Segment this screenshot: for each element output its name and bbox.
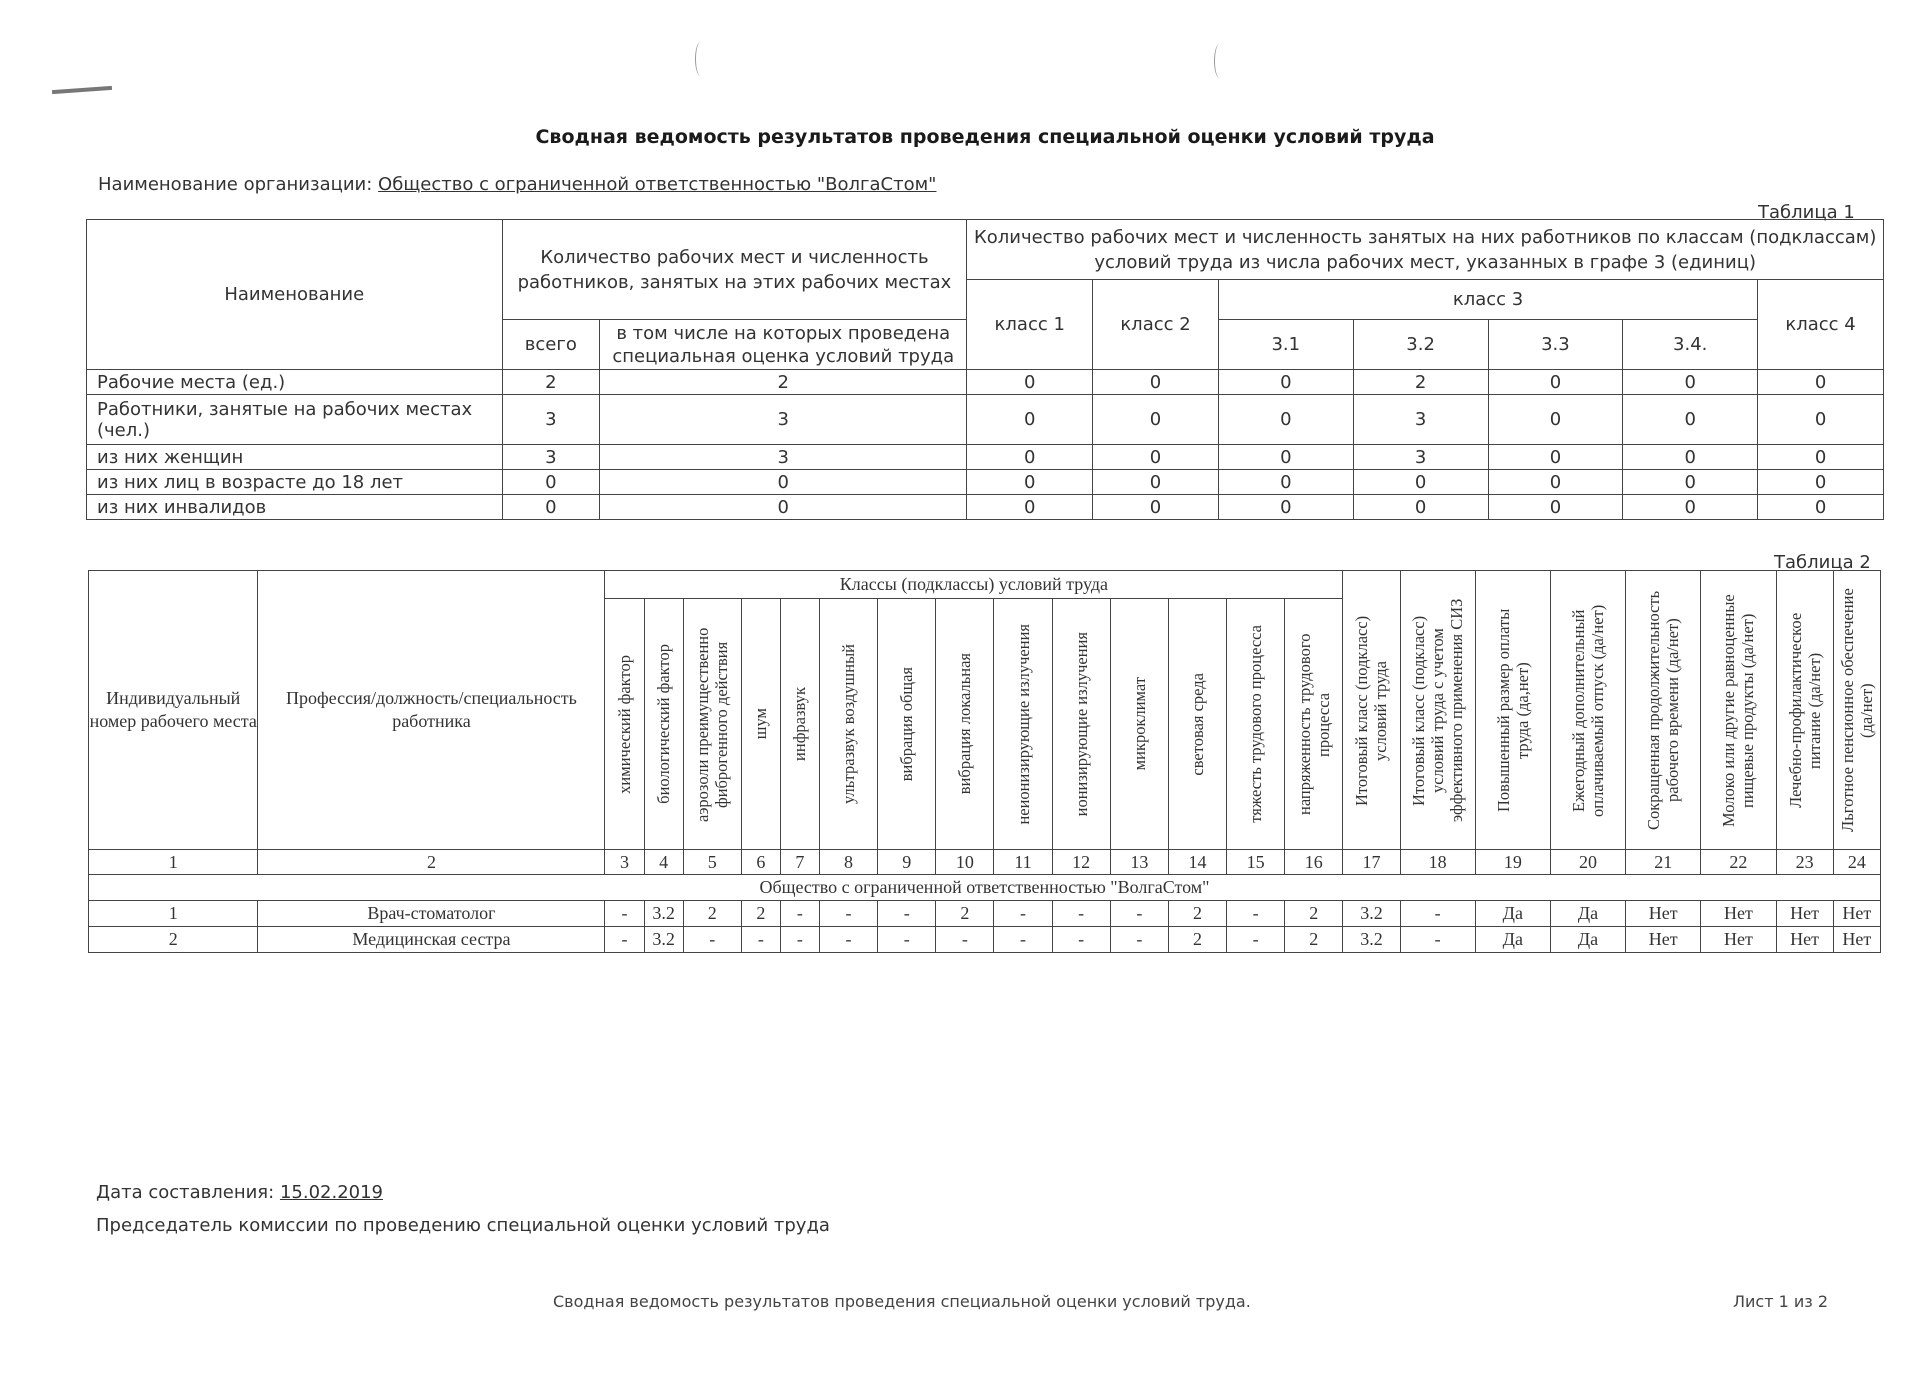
- cell-value: 0: [1093, 470, 1219, 495]
- header-extra-leave: Ежегодный дополнительный оплачиваемый отпуск (да/нет): [1550, 571, 1625, 850]
- cell-value: Нет: [1776, 927, 1833, 953]
- cell-value: Нет: [1701, 901, 1776, 927]
- cell-value: 3: [600, 445, 967, 470]
- cell-value: -: [819, 927, 877, 953]
- profession-cell: Медицинская сестра: [258, 927, 605, 953]
- column-number: 20: [1550, 850, 1625, 875]
- header-3-4: 3.4.: [1623, 320, 1758, 370]
- header-factor: вибрация общая: [878, 599, 936, 850]
- header-factor: микроклимат: [1110, 599, 1168, 850]
- cell-value: Да: [1550, 927, 1625, 953]
- column-number: 21: [1626, 850, 1701, 875]
- cell-value: 3.2: [644, 927, 683, 953]
- cell-value: 0: [600, 495, 967, 520]
- cell-value: 0: [1623, 370, 1758, 395]
- cell-value: Нет: [1626, 927, 1701, 953]
- cell-value: -: [605, 901, 644, 927]
- cell-value: 0: [1758, 470, 1884, 495]
- table-row: [87, 445, 1884, 470]
- cell-value: Нет: [1701, 927, 1776, 953]
- date-label: Дата составления:: [96, 1182, 275, 1203]
- cell-value: Да: [1475, 927, 1550, 953]
- table-row: [87, 370, 1884, 395]
- cell-value: -: [780, 901, 819, 927]
- cell-value: 3: [502, 395, 600, 445]
- cell-value: 0: [1218, 470, 1353, 495]
- cell-value: -: [1227, 927, 1285, 953]
- cell-value: 2: [89, 927, 258, 953]
- table1-caption: Таблица 1: [1758, 202, 1855, 223]
- column-number: 17: [1343, 850, 1400, 875]
- header-factor: химический фактор: [605, 599, 644, 850]
- cell-value: -: [994, 927, 1052, 953]
- header-factor: тяжесть трудового процесса: [1227, 599, 1285, 850]
- header-factor: вибрация локальная: [936, 599, 994, 850]
- cell-value: 0: [1353, 470, 1488, 495]
- cell-value: 2: [1353, 370, 1488, 395]
- cell-value: 3: [600, 395, 967, 445]
- cell-value: 0: [967, 495, 1093, 520]
- cell-value: 0: [1623, 445, 1758, 470]
- cell-value: 0: [1623, 395, 1758, 445]
- header-final-class-siz: Итоговый класс (подкласс) условий труда с учетом эффективного применения СИЗ: [1400, 571, 1475, 850]
- cell-value: 3: [1353, 395, 1488, 445]
- cell-value: -: [1110, 901, 1168, 927]
- cell-value: 3: [1353, 445, 1488, 470]
- org-label: Наименование организации:: [98, 174, 373, 195]
- cell-value: 3.2: [1343, 901, 1400, 927]
- column-number: 15: [1227, 850, 1285, 875]
- header-class3: класс 3: [1218, 280, 1757, 320]
- cell-value: 0: [1218, 445, 1353, 470]
- cell-value: 0: [1353, 495, 1488, 520]
- cell-value: 0: [502, 495, 600, 520]
- organization-line: [98, 174, 936, 195]
- cell-value: -: [683, 927, 741, 953]
- org-row: Общество с ограниченной ответственностью "ВолгаСтом": [89, 875, 1881, 901]
- column-number: 11: [994, 850, 1052, 875]
- cell-value: 0: [1623, 495, 1758, 520]
- cell-value: 0: [1218, 495, 1353, 520]
- cell-value: Да: [1550, 901, 1625, 927]
- column-number: 4: [644, 850, 683, 875]
- row-label: из них женщин: [87, 445, 503, 470]
- header-total: всего: [502, 320, 600, 370]
- cell-value: 0: [1488, 395, 1623, 445]
- header-nutrition: Лечебно-профилактическое питание (да/нет): [1776, 571, 1833, 850]
- cell-value: 2: [936, 901, 994, 927]
- cell-value: 2: [502, 370, 600, 395]
- date-line: [96, 1182, 383, 1203]
- cell-value: -: [936, 927, 994, 953]
- cell-value: 0: [967, 445, 1093, 470]
- column-number: 22: [1701, 850, 1776, 875]
- column-number: 10: [936, 850, 994, 875]
- cell-value: 3.2: [1343, 927, 1400, 953]
- header-3-3: 3.3: [1488, 320, 1623, 370]
- table-row: [87, 470, 1884, 495]
- header-classes-group: Количество рабочих мест и численность занятых на них работников по классам (подклассам) условий труда из числа рабочих мест, указанных в графе 3 (единиц): [967, 220, 1884, 280]
- header-class1: класс 1: [967, 280, 1093, 370]
- cell-value: 0: [600, 470, 967, 495]
- cell-value: Нет: [1776, 901, 1833, 927]
- cell-value: 0: [1623, 470, 1758, 495]
- cell-value: 0: [1488, 495, 1623, 520]
- cell-value: 0: [967, 395, 1093, 445]
- cell-value: -: [994, 901, 1052, 927]
- table2-caption: Таблица 2: [1774, 552, 1871, 573]
- cell-value: 2: [600, 370, 967, 395]
- cell-value: 0: [1758, 445, 1884, 470]
- header-factor: инфразвук: [780, 599, 819, 850]
- cell-value: 0: [1218, 370, 1353, 395]
- cell-value: 2: [1285, 927, 1343, 953]
- cell-value: 0: [1488, 470, 1623, 495]
- footer-text: Сводная ведомость результатов проведения специальной оценки условий труда.: [553, 1292, 1251, 1311]
- cell-value: 0: [1093, 445, 1219, 470]
- header-assessed: в том числе на которых проведена специальная оценка условий труда: [600, 320, 967, 370]
- cell-value: -: [878, 927, 936, 953]
- header-class2: класс 2: [1093, 280, 1219, 370]
- header-pension: Льготное пенсионное обеспечение (да/нет): [1833, 571, 1880, 850]
- cell-value: Нет: [1833, 927, 1880, 953]
- header-class4: класс 4: [1758, 280, 1884, 370]
- column-number: 24: [1833, 850, 1880, 875]
- cell-value: 0: [1488, 445, 1623, 470]
- scan-mark: [1214, 44, 1225, 78]
- header-factor: ионизирующие излучения: [1052, 599, 1110, 850]
- cell-value: -: [819, 901, 877, 927]
- cell-value: 2: [1285, 901, 1343, 927]
- column-number: 2: [258, 850, 605, 875]
- header-factor: световая среда: [1168, 599, 1226, 850]
- column-number: 19: [1475, 850, 1550, 875]
- cell-value: 0: [1093, 395, 1219, 445]
- summary-table-2: [88, 570, 1881, 953]
- column-number: 1: [89, 850, 258, 875]
- header-milk: Молоко или другие равноценные пищевые продукты (да/нет): [1701, 571, 1776, 850]
- column-number: 13: [1110, 850, 1168, 875]
- cell-value: 2: [1168, 927, 1226, 953]
- cell-value: 2: [741, 901, 780, 927]
- column-number: 16: [1285, 850, 1343, 875]
- header-workplace-no: Индивидуальный номер рабочего места: [89, 571, 258, 850]
- cell-value: -: [605, 927, 644, 953]
- row-label: Работники, занятые на рабочих местах (чел.): [87, 395, 503, 445]
- cell-value: 3.2: [644, 901, 683, 927]
- header-3-2: 3.2: [1353, 320, 1488, 370]
- header-factor: шум: [741, 599, 780, 850]
- cell-value: Да: [1475, 901, 1550, 927]
- table-row: [87, 495, 1884, 520]
- cell-value: -: [878, 901, 936, 927]
- cell-value: -: [1110, 927, 1168, 953]
- column-number: 23: [1776, 850, 1833, 875]
- header-count-group: Количество рабочих мест и численность работников, занятых на этих рабочих местах: [502, 220, 967, 320]
- cell-value: -: [1227, 901, 1285, 927]
- cell-value: 0: [502, 470, 600, 495]
- cell-value: 2: [683, 901, 741, 927]
- header-factor: ультразвук воздушный: [819, 599, 877, 850]
- summary-table-1: [86, 219, 1884, 520]
- cell-value: -: [741, 927, 780, 953]
- cell-value: 0: [1758, 395, 1884, 445]
- document-title: Сводная ведомость результатов проведения специальной оценки условий труда: [535, 126, 1435, 148]
- org-name: Общество с ограниченной ответственностью "ВолгаСтом": [378, 174, 937, 195]
- table-row: [87, 395, 1884, 445]
- cell-value: 3: [502, 445, 600, 470]
- cell-value: 0: [1218, 395, 1353, 445]
- cell-value: -: [780, 927, 819, 953]
- column-number: 8: [819, 850, 877, 875]
- table-row: [89, 901, 1881, 927]
- header-final-class: Итоговый класс (подкласс) условий труда: [1343, 571, 1400, 850]
- header-classes-group: Классы (подклассы) условий труда: [605, 571, 1343, 599]
- cell-value: 0: [967, 370, 1093, 395]
- cell-value: 0: [1758, 370, 1884, 395]
- header-factor: биологический фактор: [644, 599, 683, 850]
- header-3-1: 3.1: [1218, 320, 1353, 370]
- cell-value: Нет: [1833, 901, 1880, 927]
- cell-value: Нет: [1626, 901, 1701, 927]
- cell-value: 0: [967, 470, 1093, 495]
- cell-value: -: [1052, 901, 1110, 927]
- cell-value: -: [1400, 927, 1475, 953]
- cell-value: 0: [1488, 370, 1623, 395]
- cell-value: 1: [89, 901, 258, 927]
- cell-value: 0: [1093, 370, 1219, 395]
- sheet-number: Лист 1 из 2: [1733, 1292, 1829, 1311]
- cell-value: 0: [1758, 495, 1884, 520]
- cell-value: -: [1052, 927, 1110, 953]
- column-number: 7: [780, 850, 819, 875]
- column-number: 6: [741, 850, 780, 875]
- scan-mark: [695, 42, 706, 76]
- column-number: 18: [1400, 850, 1475, 875]
- column-number: 12: [1052, 850, 1110, 875]
- column-number: 9: [878, 850, 936, 875]
- header-increased-pay: Повышенный размер оплаты труда (да,нет): [1475, 571, 1550, 850]
- column-number: 5: [683, 850, 741, 875]
- header-name: Наименование: [87, 220, 503, 370]
- cell-value: 2: [1168, 901, 1226, 927]
- row-label: из них инвалидов: [87, 495, 503, 520]
- header-factor: напряженность трудового процесса: [1285, 599, 1343, 850]
- header-factor: неионизирующие излучения: [994, 599, 1052, 850]
- profession-cell: Врач-стоматолог: [258, 901, 605, 927]
- cell-value: -: [1400, 901, 1475, 927]
- row-label: Рабочие места (ед.): [87, 370, 503, 395]
- header-reduced-time: Сокращенная продолжительность рабочего времени (да/нет): [1626, 571, 1701, 850]
- row-label: из них лиц в возрасте до 18 лет: [87, 470, 503, 495]
- table-row: [89, 927, 1881, 953]
- date-value: 15.02.2019: [279, 1182, 383, 1203]
- chair-label: Председатель комиссии по проведению специальной оценки условий труда: [96, 1215, 830, 1236]
- scan-mark: [52, 86, 112, 94]
- header-factor: аэрозоли преимущественно фиброгенного действия: [683, 599, 741, 850]
- header-profession: Профессия/должность/специальность работника: [258, 571, 605, 850]
- cell-value: 0: [1093, 495, 1219, 520]
- column-number: 14: [1168, 850, 1226, 875]
- column-number: 3: [605, 850, 644, 875]
